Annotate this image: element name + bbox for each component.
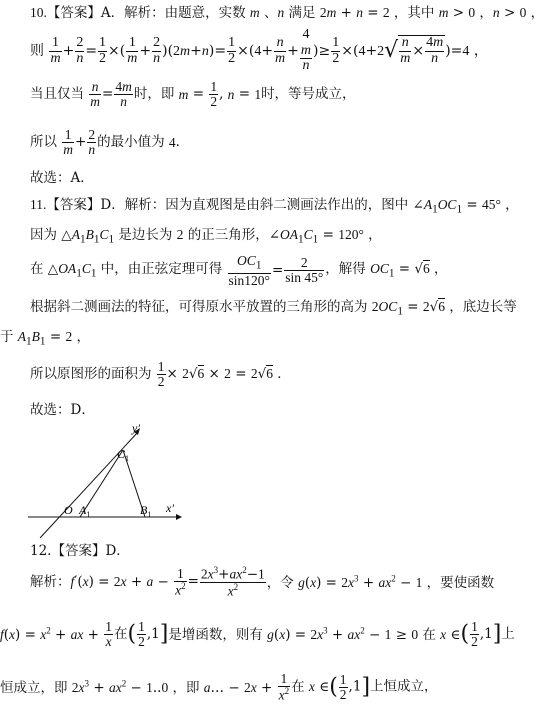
sol10-equality-condition: 当且仅当 $\frac{n}{m}$ = $\frac{4m}{n}$ 时，即 m = $\frac{1}{2}$ , n = 1时，等号成立， xyxy=(30,79,356,110)
label-o: O xyxy=(64,503,73,517)
sol11-area: 所以原图形的面积为 $\frac{1}{2}$ × 2√6 × 2 = 2√6 ． xyxy=(30,359,291,390)
sol12-derivative: 解析：f′(x) = 2x + a − $\frac{1}{x^2}$ = $\frac{2x^3+ax^2-1}{x^2}$ ，令 $g(x) = 2x^3 + ax^2 - 1$ ，要使函数 xyxy=(30,565,495,599)
sol12-increasing-condition: $f(x) = x^2$ + ax + $\frac{1}{x}$ 在( $\frac{1}{2}$ ,1]是增函数，则有 $g(x) = 2x^3 + ax^2 - 1 \ge 0$ 在 x ∈( $\frac{1}{2}$ ,1]上 xyxy=(0,619,515,650)
sol11-header: 11.【答案】D．解析：因为直观图是由斜二测画法作出的，图中 $\angle A_1OC_1 = 45^\circ$ ， xyxy=(30,197,519,216)
label-a1: $A_1$ xyxy=(79,503,91,519)
oblique-figure xyxy=(0,420,200,540)
sol11-sine-rule: 在 $\triangle OA_1C_1$ 中，由正弦定理可得 $\frac{OC_1}{\sin 120^\circ}$ = $\frac{2}{\sin 45^\circ}$ ，解得 $OC_1 = √6$ ， xyxy=(30,253,448,288)
sol12-constant-condition: 恒成立，即 $2x^3 + ax^2 - 1..0$ ，即 a… − 2x + $\frac{1}{x^2}$ 在 x ∈( $\frac{1}{2}$ ,1]上恒成立， xyxy=(0,671,438,703)
sol10-min-value: 所以 $\frac{1}{m}$ + $\frac{2}{n}$ 的最小值为 4． xyxy=(30,127,190,158)
sol11-choice: 故选：D． xyxy=(30,402,95,418)
sol11-line2: 因为 $\triangle A_1B_1C_1$ 是边长为 2 的正三角形，$\angle OA_1C_1 = 120^\circ$ ， xyxy=(30,227,382,246)
sol12-header: 12.【答案】D． xyxy=(30,543,130,559)
label-y-prime: y' xyxy=(132,421,140,435)
sol10-choice: 故选：A． xyxy=(30,170,94,186)
label-c1: $C_1$ xyxy=(117,447,130,463)
label-x-prime: x' xyxy=(166,501,174,515)
sol10-inequality-line: 则 $\frac{1}{m}$ + $\frac{2}{n}$ = $\frac{1}{2}$ ×( $\frac{1}{m}$ + $\frac{2}{n}$ )(2m+n)= $\frac{1}{2}$ ×(4+ $\frac{n}{m}$ + 4 m n )≥ $\frac{1}{2}$ ×(4+2√ $\frac{n}{m}$ × $\frac{4m}{n}$ )=4 ， xyxy=(30,27,488,74)
sol11-line4: 根据斜二测画法的特征，可得原水平放置的三角形的高为 $2OC_1 = 2√6$ ，底边长等 xyxy=(30,299,517,318)
x-axis-arrow xyxy=(176,514,182,520)
label-b1: $B_1$ xyxy=(140,503,152,519)
sol10-header: 10.【答案】A．解析：由题意，实数 m 、n 满足 2m + n = 2 ，其中 m > 0 ，n > 0 ， xyxy=(30,5,544,21)
sol11-line5: 于 $A_1B_1 = 2$ ， xyxy=(0,329,90,348)
